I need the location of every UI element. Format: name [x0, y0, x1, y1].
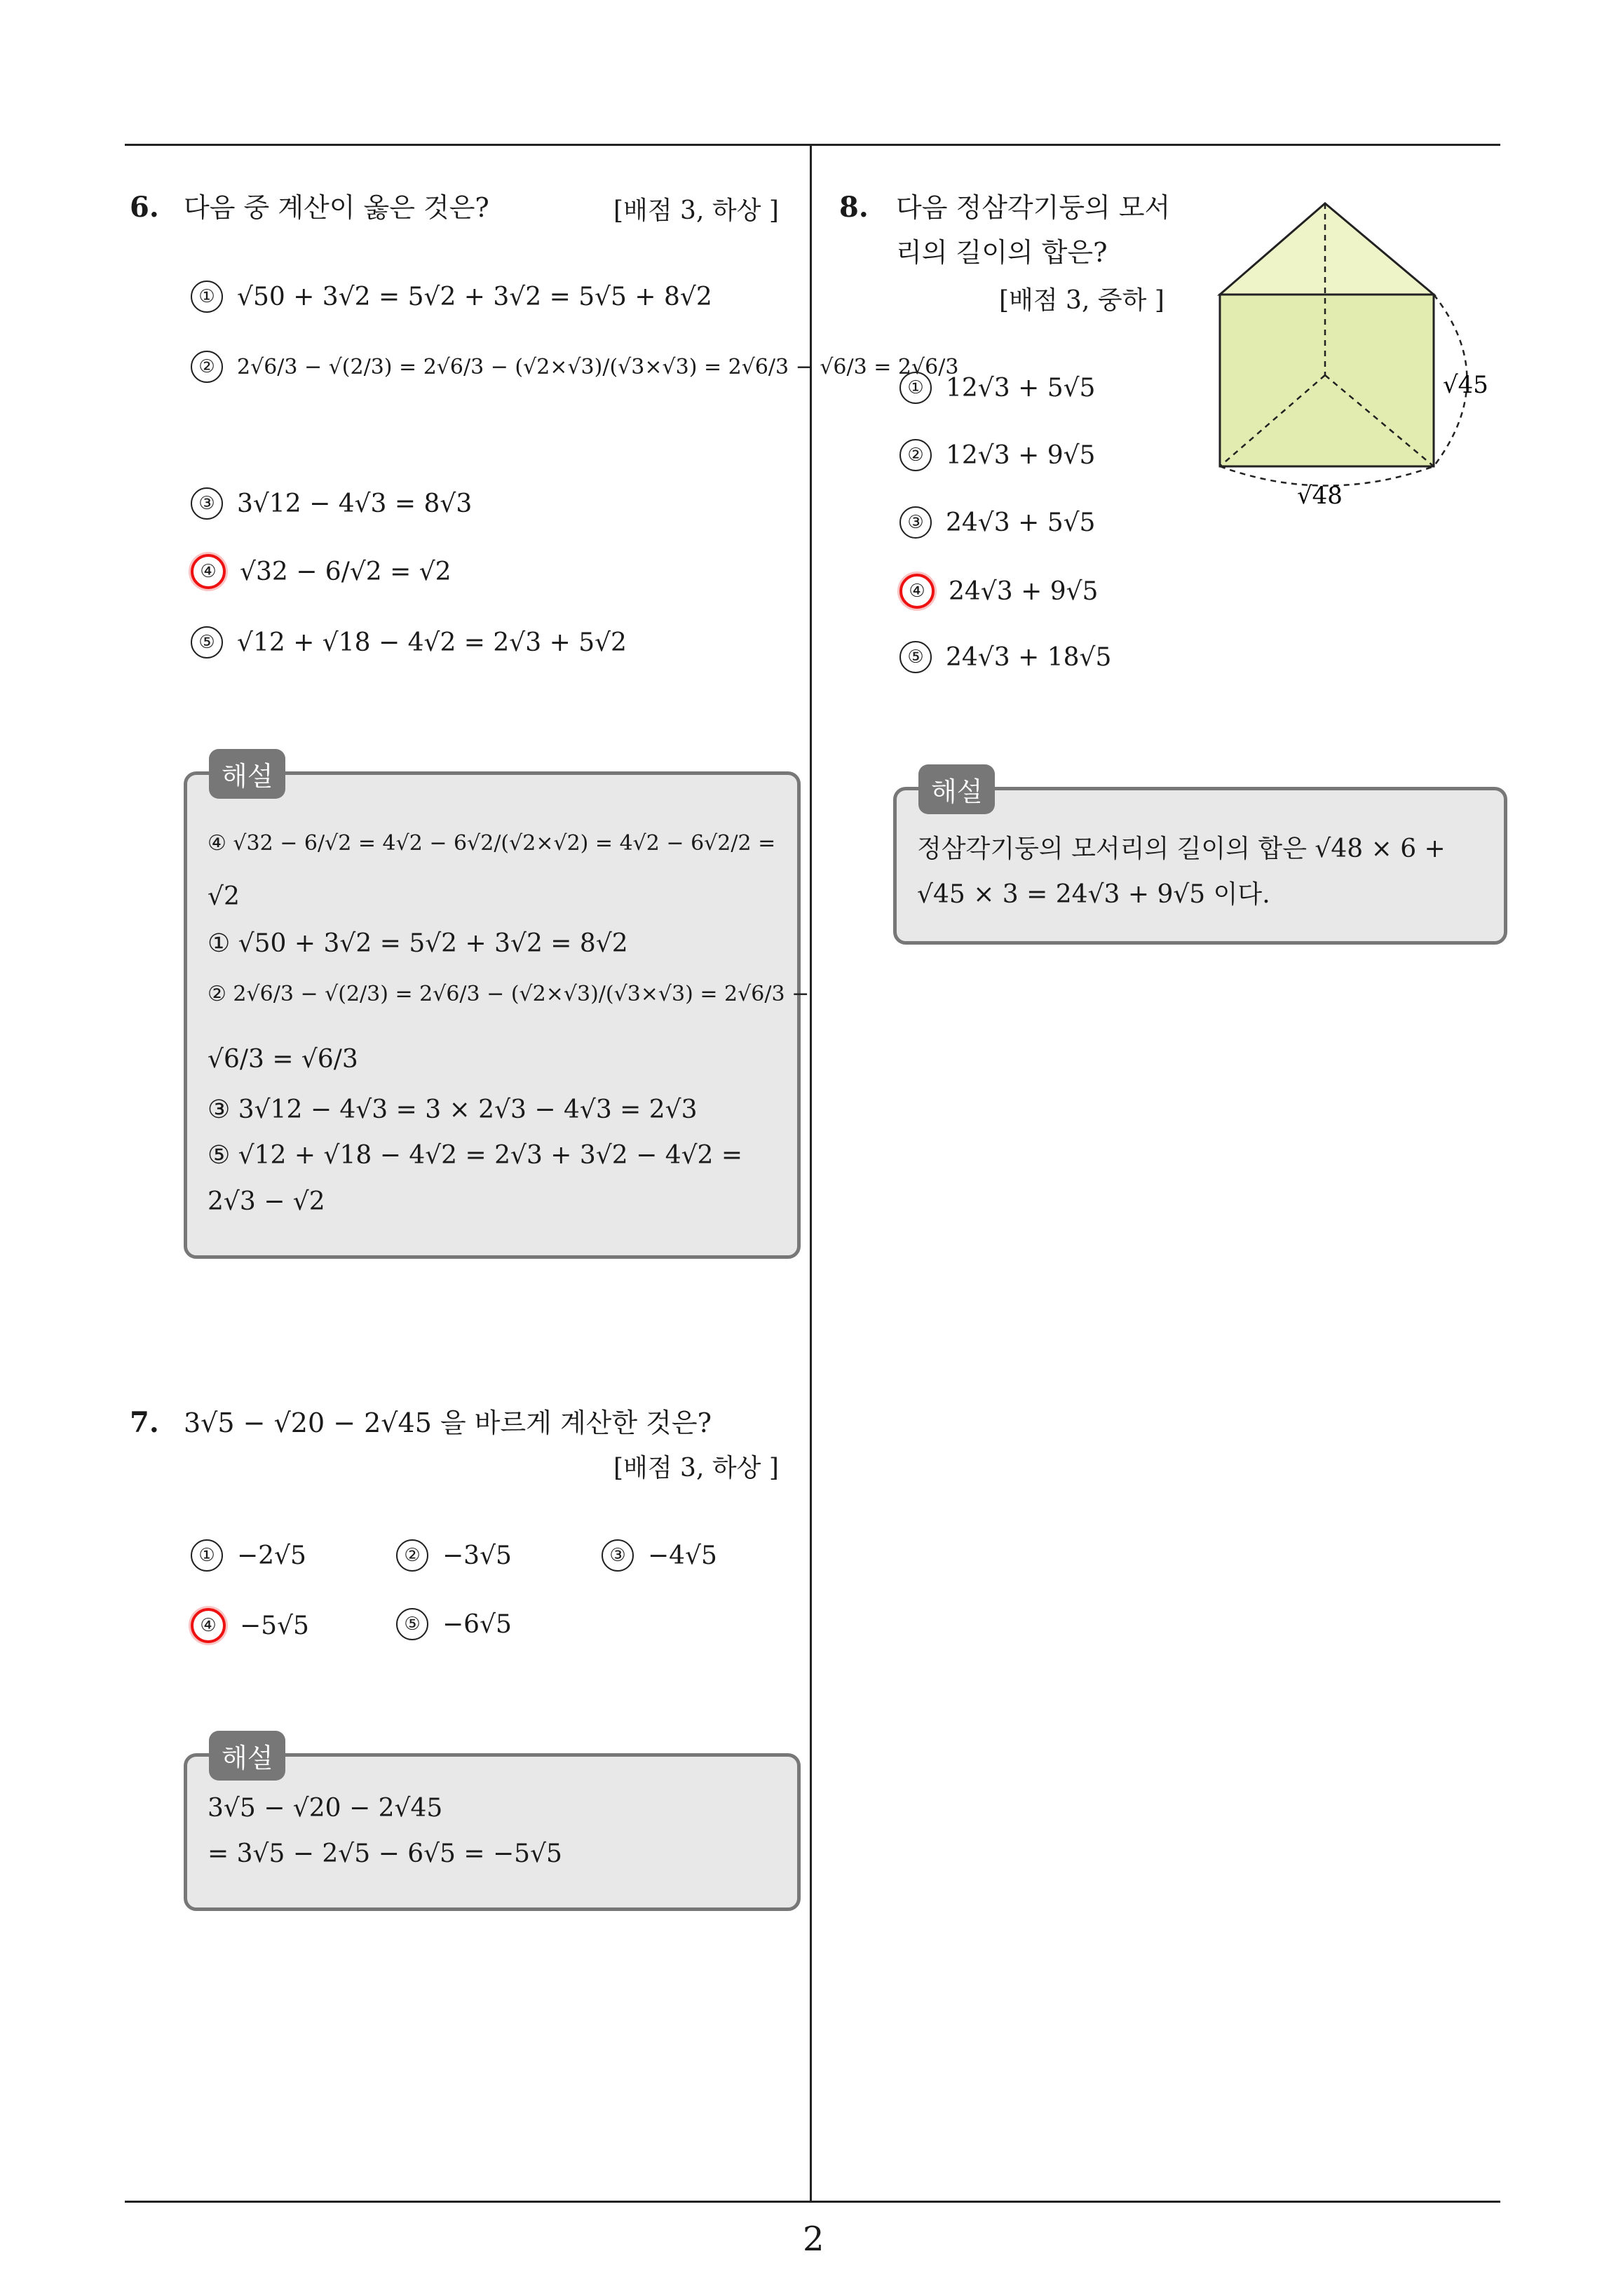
- solution-tag: 해설: [209, 749, 285, 799]
- solution-line: √6/3 = √6/3: [208, 1045, 358, 1074]
- question-score: [배점 3, 중하 ]: [999, 286, 1164, 315]
- prism-front-face: [1220, 295, 1434, 466]
- choice-mark: ④: [899, 574, 935, 609]
- choice-mark: ⑤: [899, 641, 932, 673]
- solution-line: ⑤ √12 + √18 − 4√2 = 2√3 + 3√2 − 4√2 =: [208, 1141, 743, 1170]
- choice-5[interactable]: [191, 626, 627, 659]
- choice-text: 3√12 − 4√3 = 8√3: [237, 489, 473, 518]
- choice-text: −6√5: [442, 1609, 512, 1639]
- choice-text: 24√3 + 5√5: [946, 508, 1096, 537]
- choice-mark: ⑤: [191, 626, 223, 659]
- choice-mark: ④: [191, 1608, 226, 1643]
- choice-1[interactable]: [191, 281, 712, 313]
- choice-mark: ③: [899, 506, 932, 539]
- choice-1[interactable]: [899, 372, 1095, 404]
- solution-line: 정삼각기둥의 모서리의 길이의 합은 √48 × 6 +: [917, 835, 1446, 863]
- question-text-line-1: 다음 정삼각기둥의 모서: [896, 192, 1171, 223]
- question-score: [배점 3, 하상 ]: [613, 196, 779, 225]
- choice-text: −3√5: [442, 1541, 512, 1570]
- choice-2[interactable]: [396, 1539, 512, 1572]
- base-label: √48: [1297, 482, 1343, 510]
- choice-text: −4√5: [648, 1541, 717, 1570]
- prism-figure: [1206, 189, 1500, 519]
- choice-1[interactable]: [191, 1539, 306, 1572]
- question-number: 8.: [839, 191, 869, 224]
- choice-mark: ①: [899, 372, 932, 404]
- page-number: 2: [803, 2220, 824, 2259]
- choice-text: √50 + 3√2 = 5√2 + 3√2 = 5√5 + 8√2: [237, 282, 712, 311]
- choice-5[interactable]: [899, 641, 1111, 673]
- height-label: √45: [1443, 371, 1488, 399]
- choice-text: 24√3 + 9√5: [949, 576, 1099, 606]
- solution-line: ③ 3√12 − 4√3 = 3 × 2√3 − 4√3 = 2√3: [208, 1095, 698, 1124]
- question-text: 3√5 − √20 − 2√45 을 바르게 계산한 것은?: [184, 1407, 712, 1438]
- choice-mark: ①: [191, 1539, 223, 1572]
- choice-4[interactable]: [191, 554, 451, 589]
- choice-3[interactable]: [602, 1539, 717, 1572]
- question-text: 다음 중 계산이 옳은 것은?: [184, 192, 489, 223]
- choice-4[interactable]: [191, 1608, 309, 1643]
- choice-mark: ③: [191, 487, 223, 520]
- solution-line: √45 × 3 = 24√3 + 9√5 이다.: [917, 880, 1270, 909]
- choice-mark: ②: [899, 439, 932, 471]
- question-text-line-2: 리의 길이의 합은?: [896, 237, 1108, 268]
- solution-line: ① √50 + 3√2 = 5√2 + 3√2 = 8√2: [208, 929, 628, 958]
- choice-5[interactable]: [396, 1608, 512, 1640]
- choice-2[interactable]: [191, 351, 958, 383]
- solution-line: ④ √32 − 6/√2 = 4√2 − 6√2/(√2×√2) = 4√2 − 6√2/2 =: [208, 831, 776, 856]
- choice-mark: ④: [191, 554, 226, 589]
- choice-mark: ③: [602, 1539, 634, 1572]
- choice-text: 24√3 + 18√5: [946, 642, 1112, 672]
- solution-line: 2√3 − √2: [208, 1187, 325, 1216]
- choice-text: −2√5: [237, 1541, 306, 1570]
- choice-text: 12√3 + 5√5: [946, 373, 1096, 403]
- choice-text: 2√6/3 − √(2/3) = 2√6/3 − (√2×√3)/(√3×√3) = 2√6/3 − √6/3 = 2√6/3: [237, 354, 959, 379]
- choice-3[interactable]: [899, 506, 1095, 539]
- choice-4[interactable]: [899, 574, 1098, 609]
- prism-top-face: [1220, 203, 1434, 295]
- choice-mark: ①: [191, 281, 223, 313]
- solution-line: 3√5 − √20 − 2√45: [208, 1794, 443, 1823]
- choice-text: √32 − 6/√2 = √2: [240, 557, 451, 586]
- choice-mark: ⑤: [396, 1608, 428, 1640]
- question-score: [배점 3, 하상 ]: [613, 1454, 779, 1483]
- question-number: 7.: [130, 1406, 159, 1439]
- choice-mark: ②: [396, 1539, 428, 1572]
- choice-text: −5√5: [240, 1611, 309, 1640]
- solution-tag: 해설: [209, 1731, 285, 1781]
- column-divider: [810, 144, 812, 2202]
- choice-3[interactable]: [191, 487, 472, 520]
- choice-2[interactable]: [899, 439, 1095, 471]
- solution-line: √2: [208, 882, 240, 911]
- choice-text: √12 + √18 − 4√2 = 2√3 + 5√2: [237, 628, 627, 657]
- solution-tag: 해설: [918, 764, 995, 814]
- top-rule: [125, 144, 1500, 146]
- choice-mark: ②: [191, 351, 223, 383]
- solution-line: ② 2√6/3 − √(2/3) = 2√6/3 − (√2×√3)/(√3×√3) = 2√6/3 −: [208, 982, 810, 1006]
- choice-text: 12√3 + 9√5: [946, 440, 1096, 470]
- bottom-rule: [125, 2201, 1500, 2203]
- question-number: 6.: [130, 191, 159, 224]
- solution-line: = 3√5 − 2√5 − 6√5 = −5√5: [208, 1839, 562, 1868]
